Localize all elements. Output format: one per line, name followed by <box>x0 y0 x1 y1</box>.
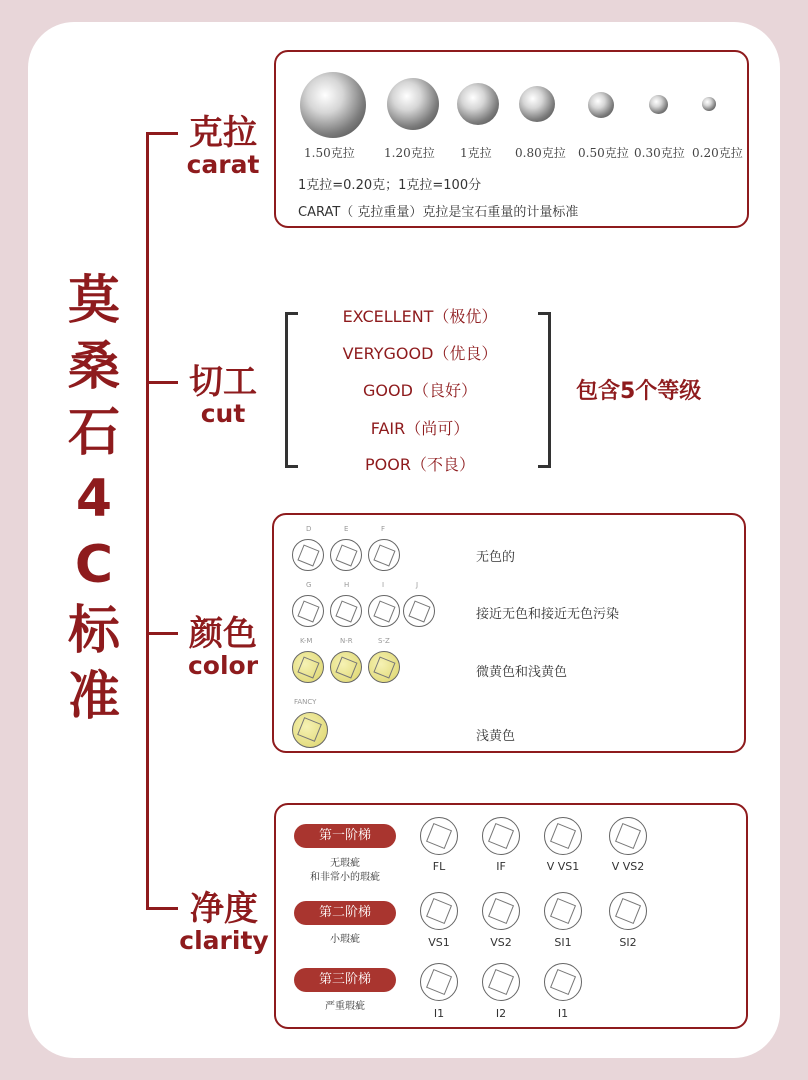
cut-grade: GOOD（良好） <box>363 381 477 400</box>
light-yellow-gem-icon <box>292 651 324 683</box>
color-desc: 接近无色和接近无色污染 <box>476 607 620 622</box>
color-desc: 微黄色和浅黄色 <box>476 665 568 680</box>
color-box <box>272 513 746 753</box>
clarity-gem-icon <box>544 817 582 855</box>
carat-label: 0.80克拉 <box>515 146 566 160</box>
near-colorless-gem-icon <box>368 595 400 627</box>
grade-letter: K-M <box>300 637 313 645</box>
title-char: C <box>74 535 114 595</box>
tier-desc: 严重瑕疵 <box>325 1001 365 1012</box>
title-char: 莫 <box>67 271 120 331</box>
clarity-grade: VS1 <box>428 936 450 949</box>
category-en: cut <box>200 399 246 428</box>
title-char: 准 <box>67 667 120 727</box>
fancy-gem-icon <box>292 712 328 748</box>
color-desc: 浅黄色 <box>476 729 516 744</box>
category-en: clarity <box>179 926 269 955</box>
light-yellow-gem-icon <box>368 651 400 683</box>
diamond-150-icon <box>300 72 366 138</box>
diamond-100-icon <box>457 83 499 125</box>
clarity-grade: VS2 <box>490 936 512 949</box>
cut-grade: FAIR（尚可） <box>370 419 470 438</box>
clarity-gem-icon <box>482 963 520 1001</box>
cut-grade: VERYGOOD（优良） <box>342 344 498 363</box>
carat-label: 1克拉 <box>460 146 492 160</box>
clarity-grade: V VS1 <box>546 860 580 873</box>
tier-pill: 第三阶梯 <box>294 968 396 992</box>
tier-pill: 第一阶梯 <box>294 824 396 848</box>
grade-letter: S-Z <box>378 637 390 645</box>
carat-box <box>274 50 749 228</box>
diamond-050-icon <box>588 92 614 118</box>
clarity-grade: V VS2 <box>611 860 645 873</box>
category-cn: 克拉 <box>189 113 257 153</box>
category-cn: 净度 <box>190 889 258 929</box>
clarity-box <box>274 803 748 1029</box>
carat-label: 0.50克拉 <box>578 146 629 160</box>
clarity-gem-icon <box>420 892 458 930</box>
branch-cut <box>146 381 178 384</box>
grade-letter: I <box>382 581 385 589</box>
category-cut <box>178 363 268 427</box>
grade-letter: H <box>344 581 350 589</box>
title-char: 标 <box>67 601 120 661</box>
near-colorless-gem-icon <box>403 595 435 627</box>
clarity-grade: SI1 <box>554 936 572 949</box>
clarity-grade: I2 <box>495 1007 507 1020</box>
colorless-gem-icon <box>292 539 324 571</box>
colorless-gem-icon <box>368 539 400 571</box>
cut-summary: 包含5个等级 <box>576 379 702 404</box>
grade-letter: F <box>381 525 386 533</box>
tier-pill: 第二阶梯 <box>294 901 396 925</box>
diamond-020-icon <box>702 97 716 111</box>
branch-carat <box>146 132 178 135</box>
tier-desc: 和非常小的瑕疵 <box>310 872 380 883</box>
category-clarity <box>178 890 270 954</box>
carat-label: 0.20克拉 <box>692 146 743 160</box>
category-en: color <box>187 651 259 680</box>
grade-letter: FANCY <box>294 698 317 706</box>
clarity-gem-icon <box>609 817 647 855</box>
main-title <box>56 268 132 730</box>
branch-clarity <box>146 907 178 910</box>
carat-label: 0.30克拉 <box>634 146 685 160</box>
clarity-gem-icon <box>420 963 458 1001</box>
category-carat <box>178 114 268 178</box>
category-cn: 颜色 <box>189 614 257 654</box>
category-en: carat <box>186 150 260 179</box>
diamond-080-icon <box>519 86 555 122</box>
color-desc: 无色的 <box>476 550 516 565</box>
diamond-120-icon <box>387 78 439 130</box>
title-char: 石 <box>67 403 120 463</box>
carat-label: 1.20克拉 <box>384 146 435 160</box>
clarity-grade: I1 <box>433 1007 445 1020</box>
clarity-grade: IF <box>496 860 506 873</box>
diamond-030-icon <box>649 95 668 114</box>
carat-definition: CARAT（ 克拉重量）克拉是宝石重量的计量标准 <box>298 205 579 220</box>
clarity-grade: I1 <box>557 1007 569 1020</box>
clarity-gem-icon <box>420 817 458 855</box>
title-char: 桑 <box>67 337 120 397</box>
tree-trunk <box>146 132 149 910</box>
near-colorless-gem-icon <box>330 595 362 627</box>
cut-grade: POOR（不良） <box>365 455 475 474</box>
colorless-gem-icon <box>330 539 362 571</box>
category-cn: 切工 <box>189 362 257 402</box>
clarity-gem-icon <box>482 817 520 855</box>
clarity-gem-icon <box>609 892 647 930</box>
light-yellow-gem-icon <box>330 651 362 683</box>
clarity-gem-icon <box>544 892 582 930</box>
clarity-grade: FL <box>432 860 446 873</box>
grade-letter: D <box>306 525 312 533</box>
title-char: 4 <box>75 469 113 529</box>
carat-label: 1.50克拉 <box>304 146 355 160</box>
tier-desc: 无瑕疵 <box>330 858 360 869</box>
grade-letter: G <box>306 581 312 589</box>
tier-desc: 小瑕疵 <box>330 934 360 945</box>
cut-grade: EXCELLENT（极优） <box>342 307 498 326</box>
branch-color <box>146 632 178 635</box>
carat-conversion: 1克拉=0.20克；1克拉=100分 <box>298 178 482 193</box>
clarity-grade: SI2 <box>619 936 637 949</box>
grade-letter: E <box>344 525 349 533</box>
near-colorless-gem-icon <box>292 595 324 627</box>
grade-letter: J <box>416 581 419 589</box>
grade-letter: N-R <box>340 637 353 645</box>
clarity-gem-icon <box>544 963 582 1001</box>
category-color <box>178 615 268 679</box>
left-bracket <box>285 312 298 468</box>
clarity-gem-icon <box>482 892 520 930</box>
